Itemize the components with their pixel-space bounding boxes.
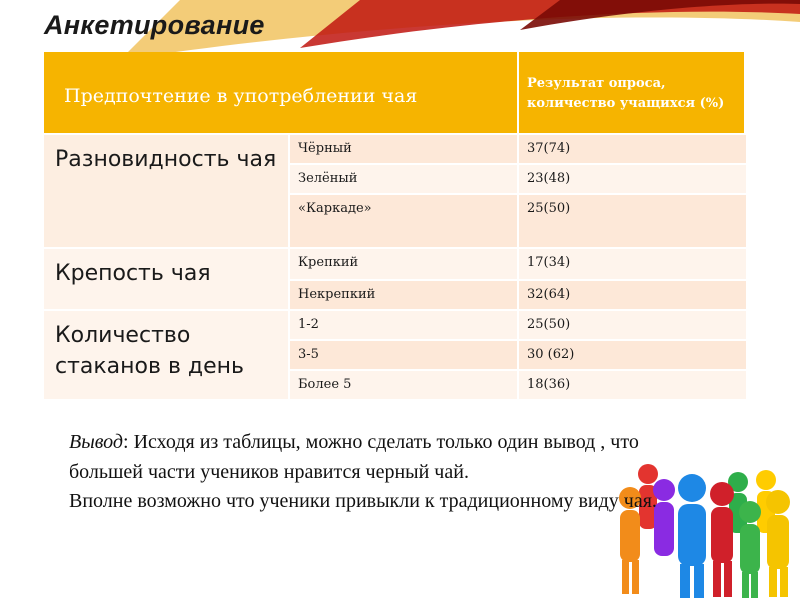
result-value: 17(34) [527, 255, 571, 270]
header-preference-cell [44, 52, 519, 133]
table-header-row [44, 52, 746, 133]
option-label: «Каркаде» [298, 201, 372, 216]
conclusion-text [69, 428, 709, 517]
table-row [44, 309, 746, 339]
option-label: Некрепкий [298, 287, 376, 302]
conclusion-text-1: Исходя из таблицы, можно сделать только один вывод , что большей части учеников нравится черный чай. [69, 431, 639, 483]
result-cell [519, 309, 746, 339]
result-cell [519, 279, 746, 309]
option-cell [290, 163, 519, 193]
option-cell [290, 133, 519, 163]
conclusion-text-2: Вполне возможно что ученики привыкли к традиционному виду чая. [69, 490, 657, 512]
header-result-label: Результат опроса, количество учащихся (%) [527, 75, 725, 111]
category-cell-variety [44, 133, 290, 247]
category-cell-cups [44, 309, 290, 399]
result-value: 30 (62) [527, 347, 575, 362]
survey-table [44, 52, 746, 399]
category-label: Разновидность чая [55, 147, 277, 172]
header-preference-label: Предпочтение в употреблении чая [64, 84, 418, 107]
result-cell [519, 247, 746, 279]
category-label: Количество стаканов в день [55, 323, 245, 379]
option-cell [290, 279, 519, 309]
result-cell [519, 193, 746, 247]
option-label: 1-2 [298, 317, 319, 332]
table-row [44, 133, 746, 163]
option-cell [290, 247, 519, 279]
option-label: Зелёный [298, 171, 358, 186]
option-label: Чёрный [298, 141, 352, 156]
result-value: 25(50) [527, 201, 571, 216]
conclusion-label: Вывод [69, 431, 124, 453]
option-cell [290, 369, 519, 399]
result-cell [519, 339, 746, 369]
option-cell [290, 309, 519, 339]
result-value: 23(48) [527, 171, 571, 186]
option-cell [290, 339, 519, 369]
result-cell [519, 163, 746, 193]
result-value: 18(36) [527, 377, 571, 392]
conclusion-colon: : [123, 431, 134, 453]
table-row [44, 247, 746, 279]
option-cell [290, 193, 519, 247]
header-result-cell [519, 52, 746, 133]
slide-title: Анкетирование [44, 10, 265, 40]
result-value: 37(74) [527, 141, 571, 156]
result-value: 25(50) [527, 317, 571, 332]
option-label: Более 5 [298, 377, 352, 392]
result-value: 32(64) [527, 287, 571, 302]
result-cell [519, 133, 746, 163]
category-cell-strength [44, 247, 290, 309]
result-cell [519, 369, 746, 399]
category-label: Крепость чая [55, 261, 211, 286]
option-label: 3-5 [298, 347, 319, 362]
option-label: Крепкий [298, 255, 359, 270]
